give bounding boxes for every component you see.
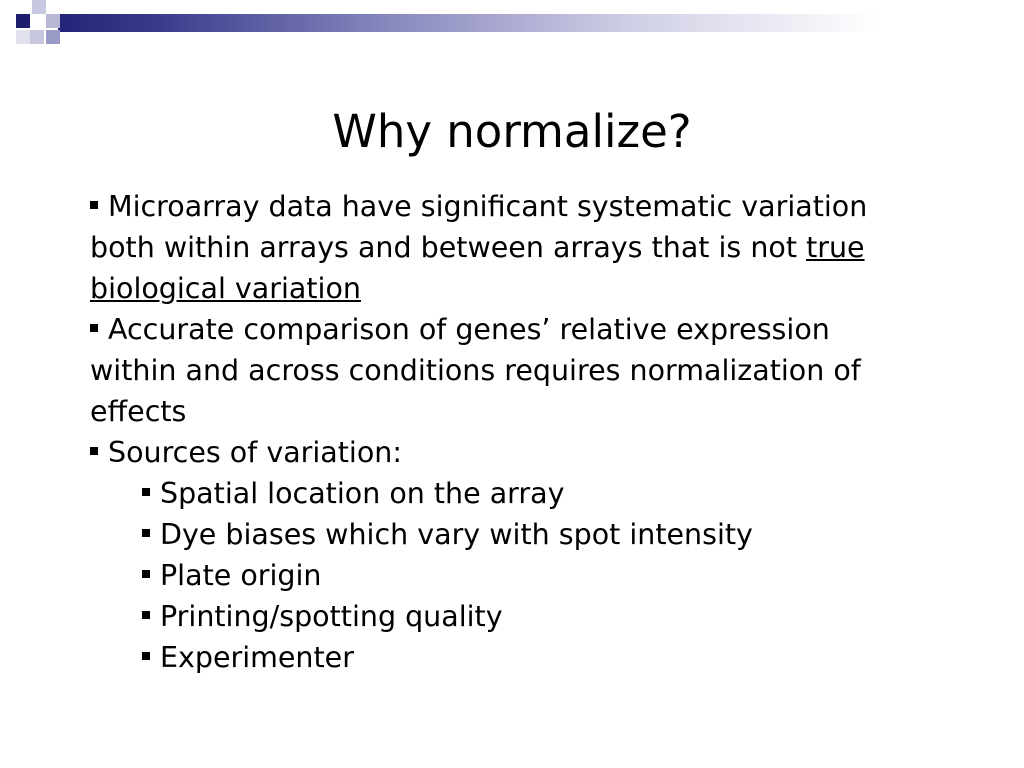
decor-square — [46, 14, 60, 28]
bullet-item — [90, 309, 920, 432]
decor-square — [16, 30, 30, 44]
square-bullet-icon — [142, 570, 150, 578]
square-bullet-icon — [142, 488, 150, 496]
sub-bullet-text: Dye biases which vary with spot intensity — [160, 518, 753, 551]
square-bullet-icon — [142, 611, 150, 619]
decor-square — [46, 30, 60, 44]
sub-bullet-item — [90, 555, 920, 596]
decor-square — [16, 14, 30, 28]
bullet-text: Sources of variation: — [108, 436, 402, 469]
slide-title: Why normalize? — [332, 105, 692, 159]
underlined-text: true biological variation — [90, 231, 865, 305]
square-bullet-icon — [90, 447, 98, 455]
slide-body — [90, 186, 920, 678]
decor-square — [30, 30, 44, 44]
sub-bullet-text: Experimenter — [160, 641, 354, 674]
square-bullet-icon — [142, 529, 150, 537]
sub-bullet-item — [90, 473, 920, 514]
sub-bullet-item — [90, 637, 920, 678]
bullet-text: Accurate comparison of genes’ relative expression within and across conditions requires normalization of effects — [90, 313, 861, 428]
bullet-item — [90, 432, 920, 473]
square-bullet-icon — [90, 324, 98, 332]
square-bullet-icon — [142, 652, 150, 660]
square-bullet-icon — [90, 201, 98, 209]
header-gradient-band — [58, 14, 1024, 32]
sub-bullet-text: Spatial location on the array — [160, 477, 565, 510]
decor-square — [32, 0, 46, 14]
sub-bullet-text: Printing/spotting quality — [160, 600, 503, 633]
sub-bullet-item — [90, 514, 920, 555]
sub-bullet-text: Plate origin — [160, 559, 322, 592]
bullet-text: Microarray data have significant systematic variation both within arrays and between arrays that is not — [90, 190, 868, 264]
bullet-item — [90, 186, 920, 309]
sub-bullet-item — [90, 596, 920, 637]
